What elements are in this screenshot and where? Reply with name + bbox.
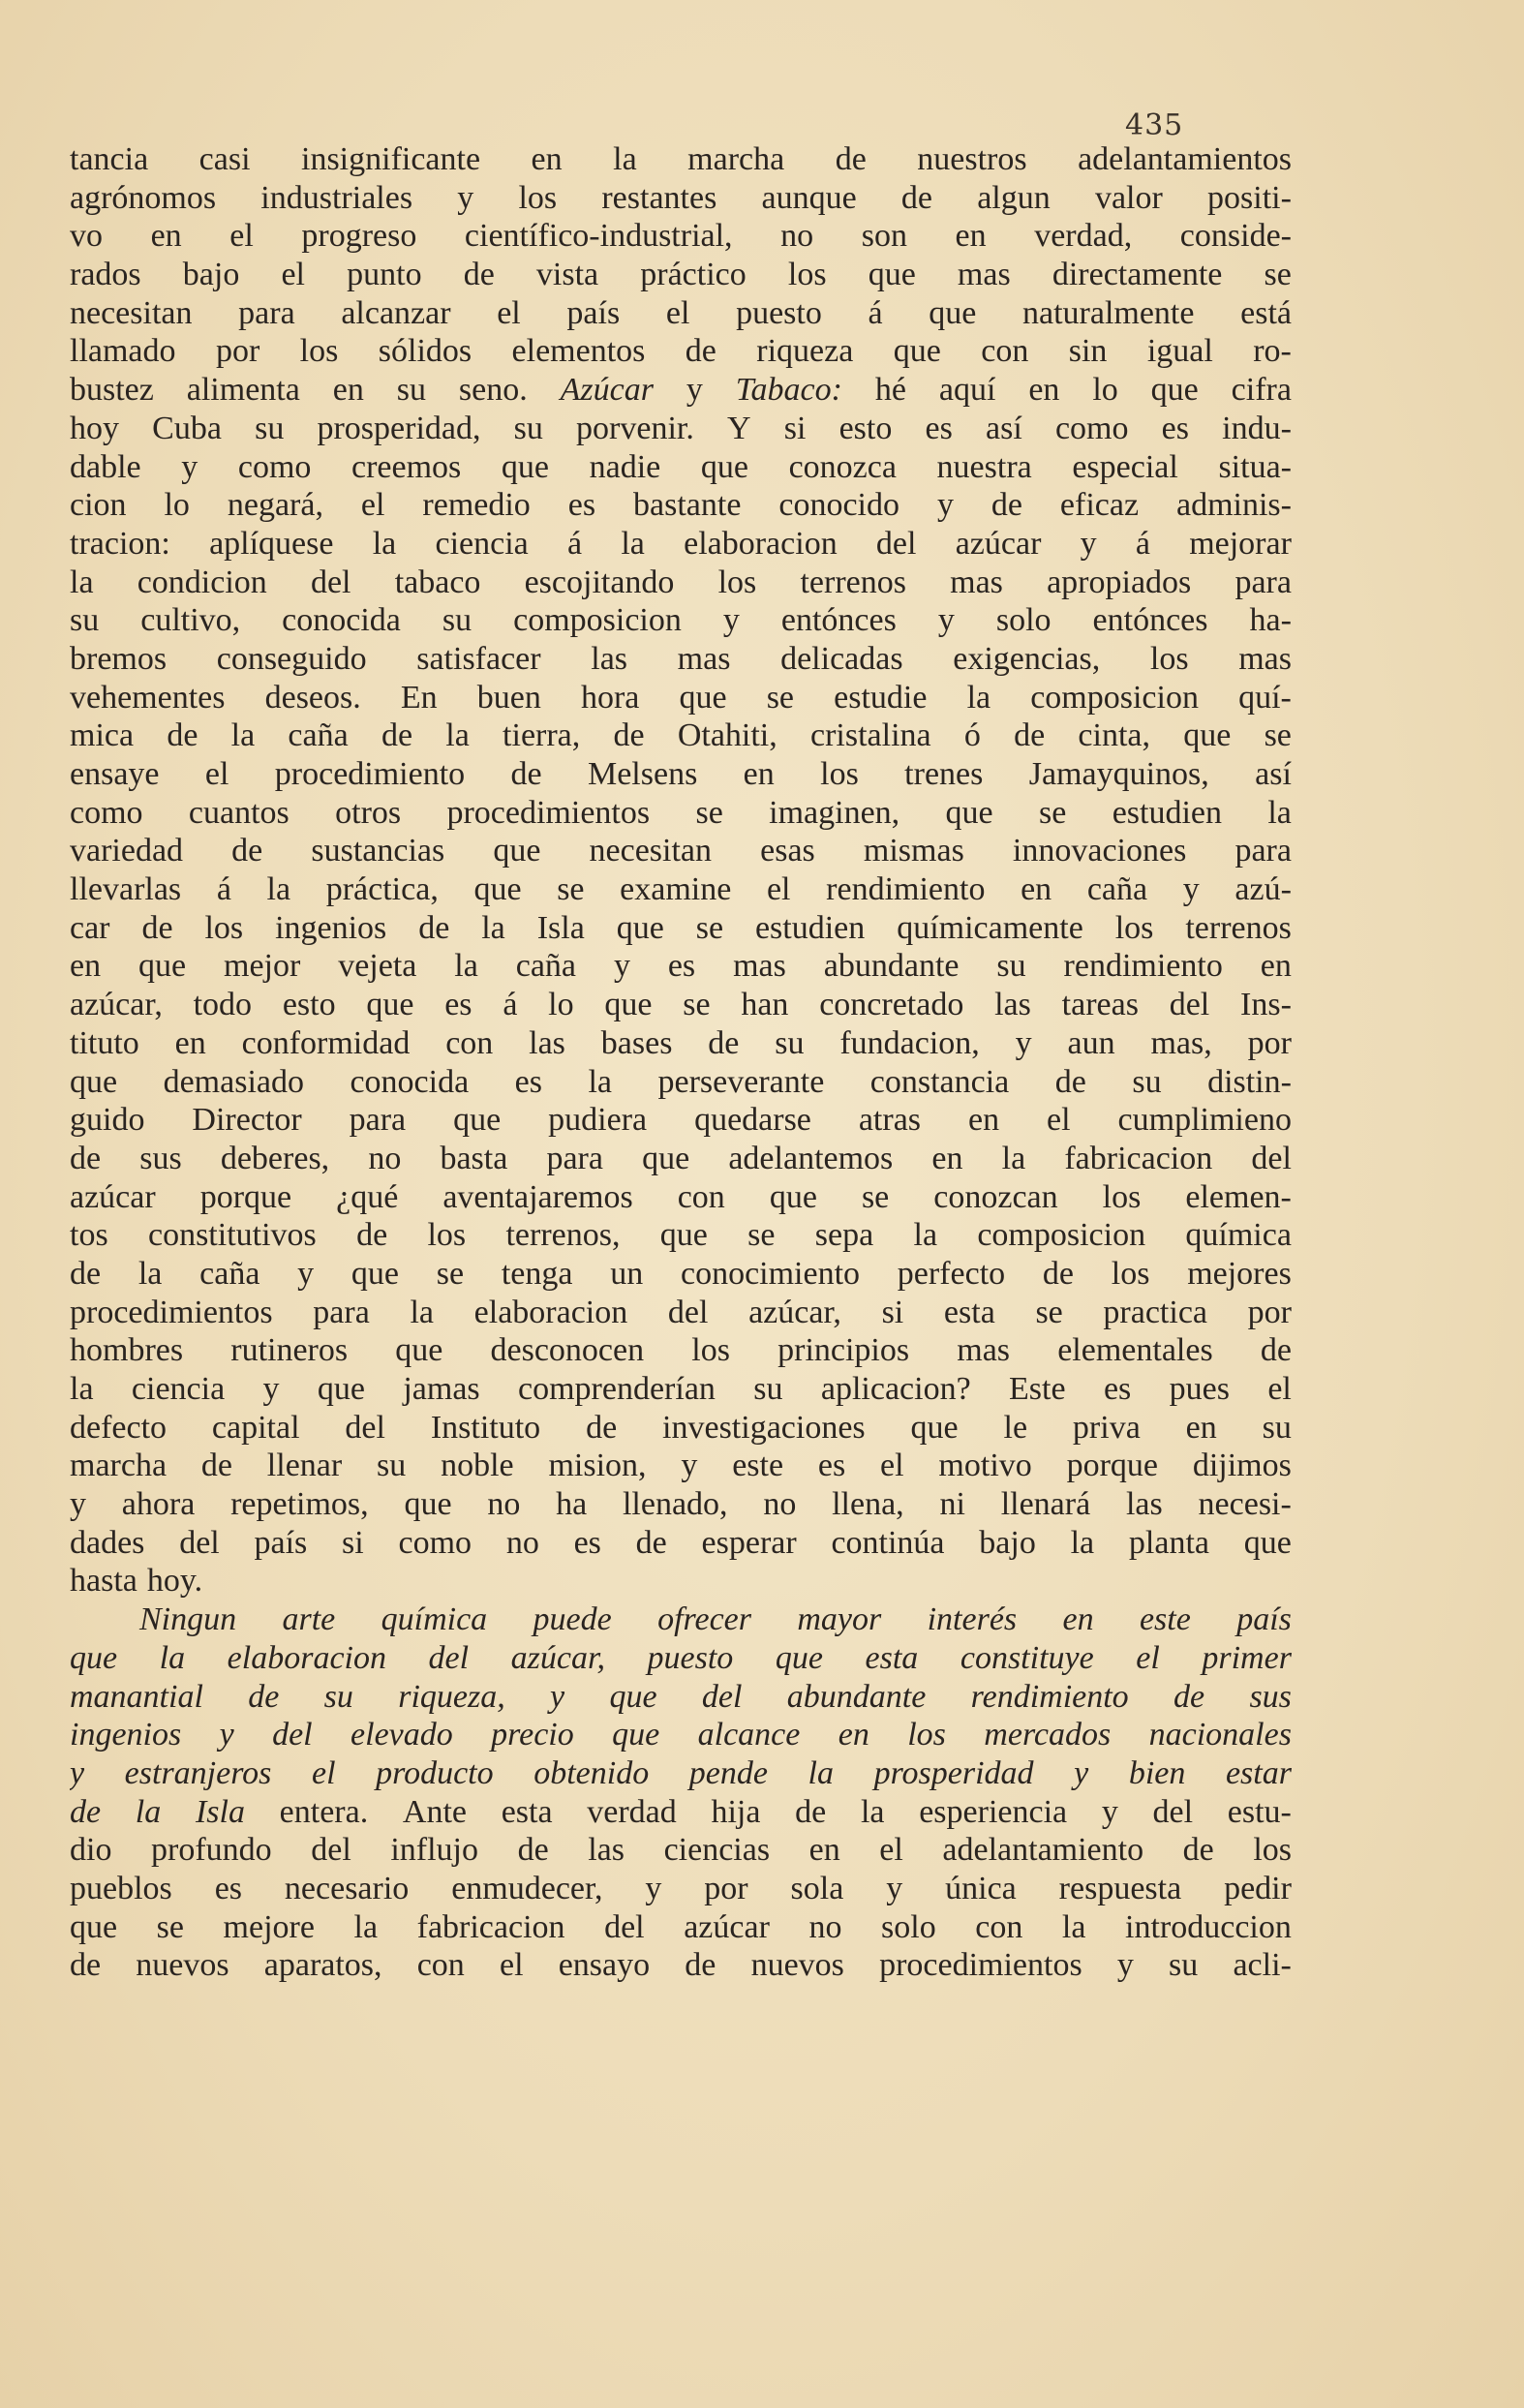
text-line: guido Director para que pudiera quedarse atras en el cumplimieno (70, 1102, 1292, 1139)
text-line: de sus deberes, no basta para que adelantemos en la fabricacion del (70, 1140, 1292, 1176)
text-line: tracion: aplíquese la ciencia á la elaboracion del azúcar y á mejorar (70, 525, 1292, 562)
text-line: ingenios y del elevado precio que alcance en los mercados nacionales (70, 1717, 1292, 1753)
page-number: 435 (1125, 108, 1184, 142)
text-line: bremos conseguido satisfacer las mas delicadas exigencias, los mas (70, 640, 1292, 677)
text-line: vehementes deseos. En buen hora que se estudie la composicion quí- (70, 679, 1292, 716)
text-line: que se mejore la fabricacion del azúcar no solo con la introduccion (70, 1908, 1292, 1945)
text-line: variedad de sustancias que necesitan esas mismas innovaciones para (70, 833, 1292, 869)
body-text (70, 140, 1292, 1985)
text-line: azúcar, todo esto que es á lo que se han concretado las tareas del Ins- (70, 987, 1292, 1023)
text-line: vo en el progreso científico-industrial, no son en verdad, conside- (70, 218, 1292, 255)
text-line: marcha de llenar su noble mision, y este es el motivo porque dijimos (70, 1448, 1292, 1484)
text-line: car de los ingenios de la Isla que se estudien químicamente los terrenos (70, 909, 1292, 946)
text-line: hombres rutineros que desconocen los principios mas elementales de (70, 1332, 1292, 1369)
text-line: y ahora repetimos, que no ha llenado, no llena, ni llenará las necesi- (70, 1486, 1292, 1523)
text-line: que la elaboracion del azúcar, puesto que esta constituye el primer (70, 1639, 1292, 1676)
text-line: necesitan para alcanzar el país el puesto á que naturalmente está (70, 294, 1292, 331)
text-line: de la caña y que se tenga un conocimiento perfecto de los mejores (70, 1255, 1292, 1292)
text-line: defecto capital del Instituto de investigaciones que le priva en su (70, 1409, 1292, 1446)
text-line: mica de la caña de la tierra, de Otahiti, cristalina ó de cinta, que se (70, 717, 1292, 754)
text-line: en que mejor vejeta la caña y es mas abundante su rendimiento en (70, 948, 1292, 985)
text-line: pueblos es necesario enmudecer, y por sola y única respuesta pedir (70, 1870, 1292, 1906)
text-line: de nuevos aparatos, con el ensayo de nuevos procedimientos y su acli- (70, 1947, 1292, 1984)
text-line: agrónomos industriales y los restantes aunque de algun valor positi- (70, 179, 1292, 216)
text-line: tituto en conformidad con las bases de su fundacion, y aun mas, por (70, 1024, 1292, 1061)
text-line: llamado por los sólidos elementos de riqueza que con sin igual ro- (70, 333, 1292, 370)
text-line: hasta hoy. (70, 1563, 203, 1600)
text-line: la ciencia y que jamas comprenderían su aplicacion? Este es pues el (70, 1371, 1292, 1407)
text-line: rados bajo el punto de vista práctico los que mas directamente se (70, 257, 1292, 293)
text-line: procedimientos para la elaboracion del azúcar, si esta se practica por (70, 1294, 1292, 1330)
text-line: dades del país si como no es de esperar continúa bajo la planta que (70, 1524, 1292, 1561)
text-line: la condicion del tabaco escojitando los terrenos mas apropiados para (70, 564, 1292, 600)
text-line: dio profundo del influjo de las ciencias en el adelantamiento de los (70, 1832, 1292, 1869)
text-line: ensaye el procedimiento de Melsens en los trenes Jamayquinos, así (70, 756, 1292, 792)
text-line: como cuantos otros procedimientos se imaginen, que se estudien la (70, 794, 1292, 831)
text-line: bustez alimenta en su seno. Azúcar y Tabaco: hé aquí en lo que cifra (70, 372, 1292, 409)
text-line: azúcar porque ¿qué aventajaremos con que se conozcan los elemen- (70, 1178, 1292, 1215)
text-line: dable y como creemos que nadie que conozca nuestra especial situa- (70, 448, 1292, 485)
text-line: cion lo negará, el remedio es bastante conocido y de eficaz adminis- (70, 487, 1292, 524)
text-line: llevarlas á la práctica, que se examine el rendimiento en caña y azú- (70, 871, 1292, 908)
text-line: tancia casi insignificante en la marcha de nuestros adelantamientos (70, 141, 1292, 177)
text-line: y estranjeros el producto obtenido pende la prosperidad y bien estar (70, 1754, 1292, 1791)
text-line: hoy Cuba su prosperidad, su porvenir. Y si esto es así como es indu- (70, 410, 1292, 446)
text-line: que demasiado conocida es la perseverante constancia de su distin- (70, 1063, 1292, 1100)
text-line: Ningun arte química puede ofrecer mayor interés en este país (139, 1601, 1292, 1638)
text-line: tos constitutivos de los terrenos, que se sepa la composicion química (70, 1217, 1292, 1254)
text-line: de la Isla entera. Ante esta verdad hija de la esperiencia y del estu- (70, 1793, 1292, 1830)
text-line: manantial de su riqueza, y que del abundante rendimiento de sus (70, 1678, 1292, 1715)
text-line: su cultivo, conocida su composicion y entónces y solo entónces ha- (70, 602, 1292, 639)
